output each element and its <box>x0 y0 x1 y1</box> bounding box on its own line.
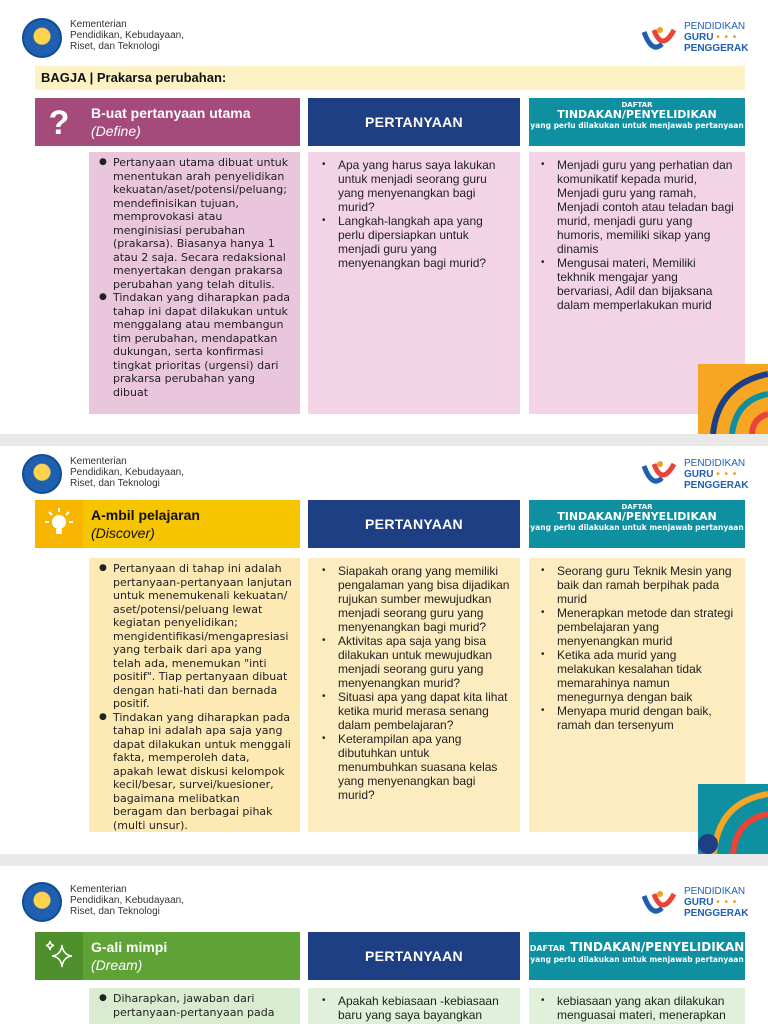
action-item: • Menerapkan metode dan strategi pembelajaran yang menyenangkan murid <box>535 606 735 648</box>
guide-item: ● Pertanyaan utama dibuat untuk menentukan arah penyelidikan kekuatan/aset/potensi/peluang; mendefinisikan tujuan, memprovokasi atau menginisiasi perubahan (prakarsa). Biasanya hanya 1 atau 2 saja. Secara redaksional menyertakan dengan prakarsa perubahan yang telah ditulis. <box>97 156 292 291</box>
brand-dots: • • • <box>716 32 738 43</box>
ministry-line: Riset, dan Teknologi <box>70 906 160 917</box>
brand-line: GURU <box>684 897 714 908</box>
brand-line: PENGGERAK <box>684 908 749 919</box>
brand-line: PENDIDIKAN <box>684 886 746 897</box>
brand-dots: • • • <box>716 469 738 480</box>
guru-penggerak-logo-icon <box>640 888 680 918</box>
column-header-pertanyaan: PERTANYAAN <box>308 932 520 980</box>
column-header-pertanyaan: PERTANYAAN <box>308 98 520 146</box>
question-item: • Keterampilan apa yang dibutuhkan untuk menumbuhkan suasana kelas yang menyenangkan bagi murid? <box>316 732 510 802</box>
question-mark-icon <box>35 98 83 146</box>
guru-penggerak-logo-icon <box>640 24 680 54</box>
bagja-title: BAGJA | Prakarsa perubahan: <box>35 66 745 90</box>
tindakan-pre: DAFTAR <box>621 101 653 109</box>
action-item: • kebiasaan yang akan dilakukan menguasai materi, menerapkan <box>535 994 735 1022</box>
questions-column <box>308 558 520 832</box>
guru-penggerak-logo-icon <box>640 458 680 488</box>
action-item: • Menyapa murid dengan baik, ramah dan tersenyum <box>535 704 735 732</box>
guide-item: ● Tindakan yang diharapkan pada tahap ini adalah apa saja yang dapat dilakukan untuk menggali fakta, memperoleh data, apakah lewat diskusi kelompok kecil/besar, survei/kuesioner, bagaimana melibatkan beragam dan berbagai pihak (multi unsur). <box>97 711 292 833</box>
guide-item: ● Pertanyaan di tahap ini adalah pertanyaan-pertanyaan lanjutan untuk menemukenali kekuatan/ aset/potensi/peluang lewat kegiatan penyelidikan; mengidentifikasi/mengapresiasi yang terbaik dari apa yang telah ada, menemukan "inti positif". Tiap pertanyaan dibuat dengan hati-hati dan bernada positif. <box>97 562 292 711</box>
kemendikbud-logo <box>22 454 62 494</box>
questions-column <box>308 152 520 414</box>
brand-line: GURU <box>684 469 714 480</box>
tindakan-pre: DAFTAR <box>529 944 566 953</box>
step-header-define <box>35 98 300 146</box>
svg-text:?: ? <box>48 104 70 140</box>
ministry-line: Riset, dan Teknologi <box>70 478 160 489</box>
brand-dots: • • • <box>716 897 738 908</box>
ministry-line: Kementerian <box>70 884 127 895</box>
step-title: A-mbil pelajaran <box>91 507 200 523</box>
ministry-name <box>70 19 230 52</box>
step-subtitle: (Define) <box>91 123 141 139</box>
slide-discover <box>0 446 768 854</box>
question-item: • Apakah kebiasaan -kebiasaan baru yang saya bayangkan <box>316 994 510 1022</box>
actions-column <box>529 988 745 1024</box>
tindakan-main: TINDAKAN/PENYELIDIKAN <box>557 108 717 121</box>
tindakan-sub: yang perlu dilakukan untuk menjawab pertanyaan <box>530 955 744 964</box>
ministry-line: Kementerian <box>70 19 127 30</box>
question-item: • Langkah-langkah apa yang perlu dipersiapkan untuk menjadi guru yang menyenangkan bagi murid? <box>316 214 510 270</box>
ministry-line: Kementerian <box>70 456 127 467</box>
action-item: • Seorang guru Teknik Mesin yang baik dan ramah berpihak pada murid <box>535 564 735 606</box>
ministry-line: Pendidikan, Kebudayaan, <box>70 467 184 478</box>
brand-line: PENDIDIKAN <box>684 458 746 469</box>
guru-penggerak-brand <box>684 21 748 54</box>
column-header-tindakan <box>529 500 745 548</box>
tindakan-pre: DAFTAR <box>621 503 653 511</box>
column-header-tindakan <box>529 932 745 980</box>
kemendikbud-logo <box>22 882 62 922</box>
slide-gap <box>0 434 768 446</box>
column-header-tindakan <box>529 98 745 146</box>
guide-item: ● Diharapkan, jawaban dari pertanyaan-pertanyaan pada <box>97 992 292 1019</box>
action-item: • Mengusai materi, Memiliki tekhnik mengajar yang bervariasi, Adil dan bijaksana dalam memperlakukan murid <box>535 256 735 312</box>
column-header-pertanyaan: PERTANYAAN <box>308 500 520 548</box>
tindakan-main: TINDAKAN/PENYELIDIKAN <box>557 510 717 523</box>
tindakan-sub: yang perlu dilakukan untuk menjawab pertanyaan <box>530 523 744 532</box>
ministry-line: Pendidikan, Kebudayaan, <box>70 30 184 41</box>
step-subtitle: (Dream) <box>91 957 143 973</box>
brand-line: PENGGERAK <box>684 43 749 54</box>
decorative-pattern <box>698 364 768 434</box>
lightbulb-icon <box>35 500 83 548</box>
brand-line: PENDIDIKAN <box>684 21 746 32</box>
ministry-name <box>70 456 230 489</box>
slide-dream <box>0 866 768 1024</box>
action-item: • Menjadi guru yang perhatian dan komunikatif kepada murid, Menjadi guru yang ramah, Menjadi contoh atau teladan bagi murid, menjadi guru yang humoris, memiliki sikap yang dinamis <box>535 158 735 256</box>
action-item: • Ketika ada murid yang melakukan kesalahan tidak memarahinya namun menegurnya dengan baik <box>535 648 735 704</box>
tindakan-main: TINDAKAN/PENYELIDIKAN <box>570 940 745 954</box>
slide-define <box>0 0 768 434</box>
questions-column <box>308 988 520 1024</box>
guide-column <box>89 988 300 1024</box>
question-item: • Situasi apa yang dapat kita lihat ketika murid merasa senang dalam pembelajaran? <box>316 690 510 732</box>
ministry-line: Pendidikan, Kebudayaan, <box>70 895 184 906</box>
slide-gap <box>0 854 768 866</box>
decorative-pattern <box>678 784 768 854</box>
brand-line: GURU <box>684 32 714 43</box>
guide-item: ● Tindakan yang diharapkan pada tahap ini dapat dilakukan untuk menggalang atau membangun tim perubahan, mendapatkan dukungan, serta konfirmasi tingkat prioritas (urgensi) dari prakarsa perubahan yang dibuat <box>97 291 292 399</box>
guru-penggerak-brand <box>684 886 748 919</box>
step-title: B-uat pertanyaan utama <box>91 105 251 121</box>
ministry-line: Riset, dan Teknologi <box>70 41 160 52</box>
question-item: • Aktivitas apa saja yang bisa dilakukan untuk mewujudkan menjadi seorang guru yang menyenangkan murid? <box>316 634 510 690</box>
kemendikbud-logo <box>22 18 62 58</box>
guru-penggerak-brand <box>684 458 748 491</box>
sparkle-icon <box>35 932 83 980</box>
brand-line: PENGGERAK <box>684 480 749 491</box>
step-subtitle: (Discover) <box>91 525 155 541</box>
step-header-discover <box>35 500 300 548</box>
question-item: • Apa yang harus saya lakukan untuk menjadi seorang guru yang menyenangkan bagi murid? <box>316 158 510 214</box>
question-item: • Siapakah orang yang memiliki pengalaman yang bisa dijadikan rujukan sumber mewujudkan menjadi seorang guru yang menyenangkan bagi murid? <box>316 564 510 634</box>
guide-column <box>89 558 300 832</box>
tindakan-sub: yang perlu dilakukan untuk menjawab pertanyaan <box>530 121 744 130</box>
ministry-name <box>70 884 230 917</box>
guide-column <box>89 152 300 414</box>
step-title: G-ali mimpi <box>91 939 168 955</box>
step-header-dream <box>35 932 300 980</box>
